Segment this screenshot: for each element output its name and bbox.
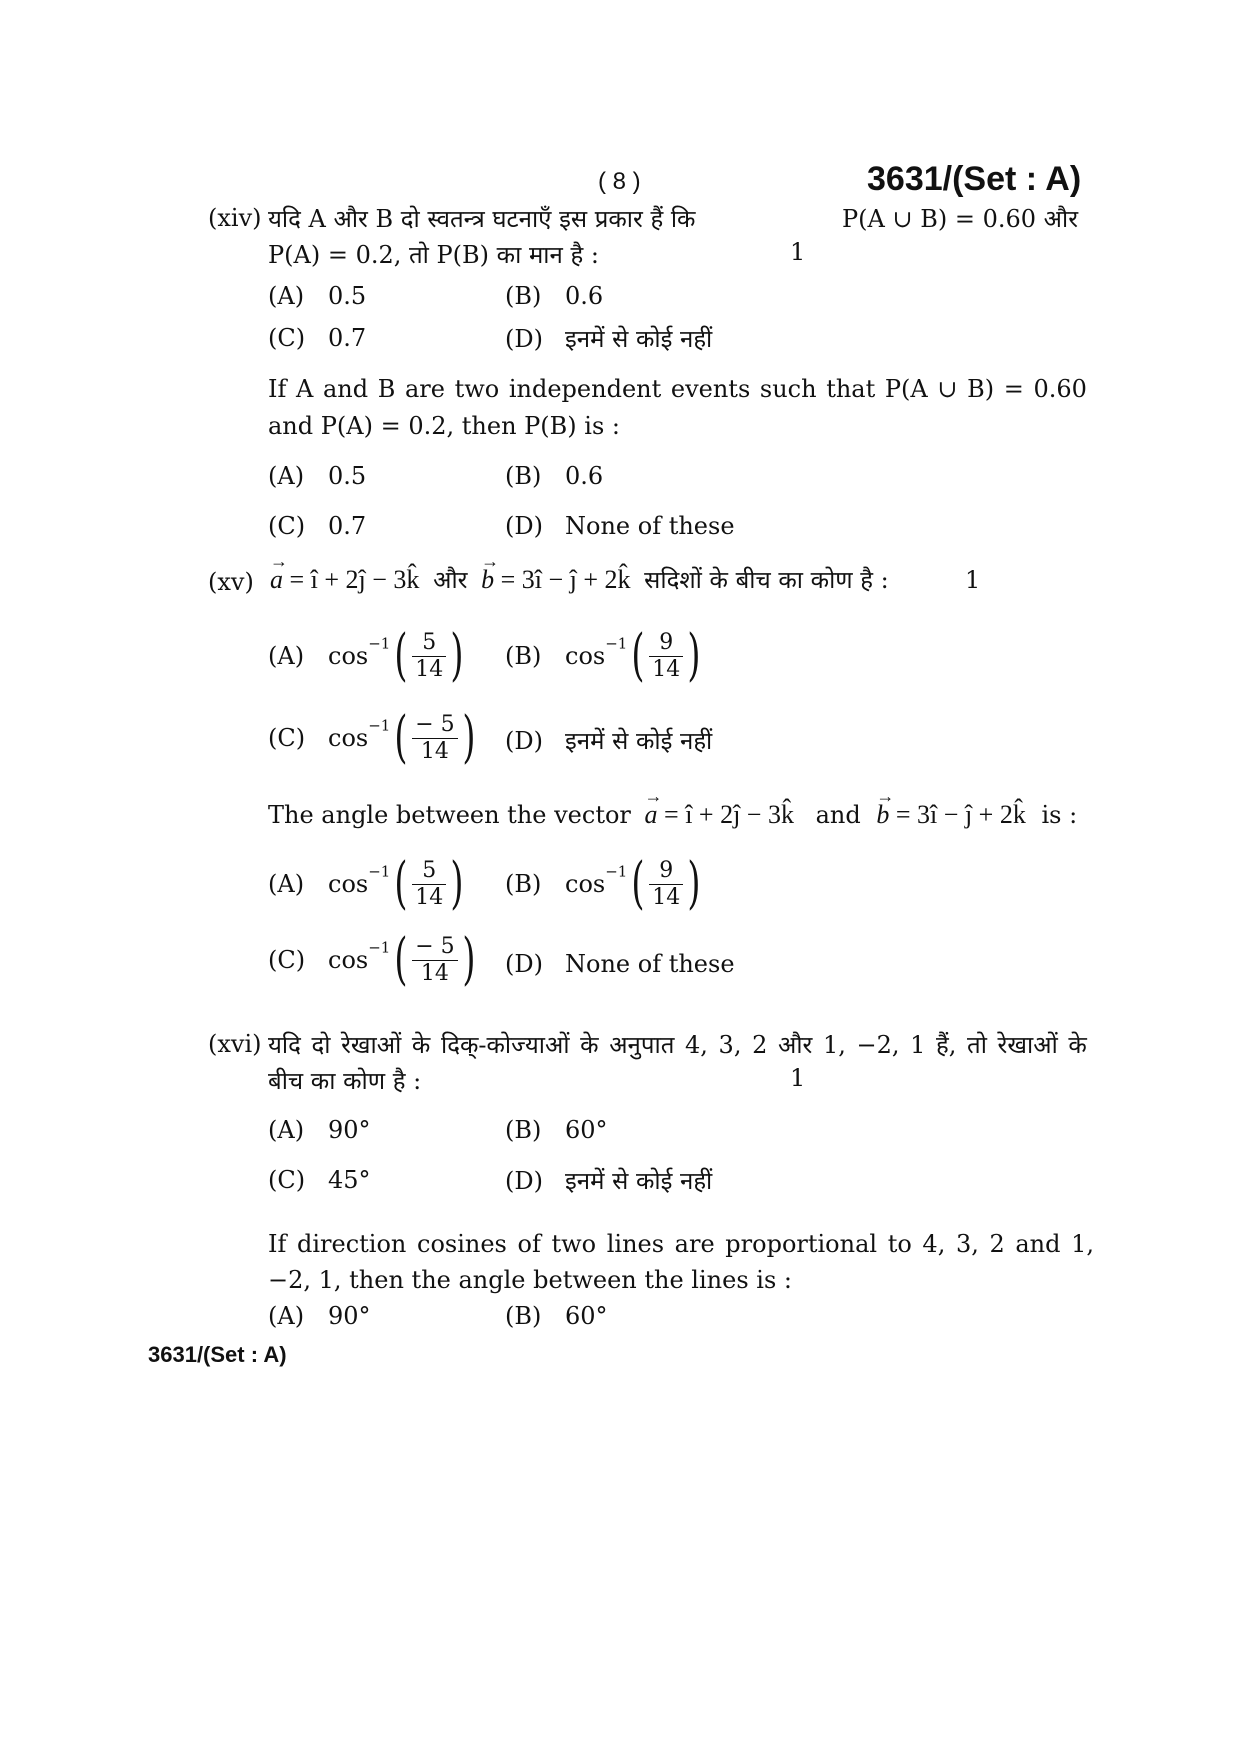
q14-en-option-d: (D) None of these (505, 512, 735, 540)
q14-english-line1: If A and B are two independent events such that P(A ∪ B) = 0.60 (268, 375, 1087, 403)
q14-english-line2: and P(A) = 0.2, then P(B) is : (268, 412, 620, 440)
paper-code-header: 3631/(Set : A) (867, 160, 1082, 198)
q16-hindi-line2: बीच का कोण है : (268, 1067, 422, 1095)
q16-marks: 1 (790, 1064, 806, 1092)
q15-english-stem: The angle between the vector → a = î + 2ĵ − 3k̂ and → b = 3î − ĵ + 2k̂ is : (268, 786, 1078, 829)
q14-hi-option-c: (C) 0.7 (268, 324, 367, 352)
q16-english-line2: −2, 1, then the angle between the lines is : (268, 1266, 792, 1294)
q15-marks: 1 (965, 566, 981, 594)
q14-marks: 1 (790, 238, 806, 266)
paper-code-footer: 3631/(Set : A) (148, 1342, 287, 1367)
q14-hindi-line1: यदि A और B दो स्वतन्त्र घटनाएँ इस प्रकार हैं कि (268, 205, 696, 233)
q15-hi-option-d: (D) इनमें से कोई नहीं (505, 727, 713, 755)
q14-hi-option-b: (B) 0.6 (505, 282, 604, 310)
q15-number: (xv) (208, 568, 254, 596)
q14-en-option-c: (C) 0.7 (268, 512, 367, 540)
q16-hindi-line1: यदि दो रेखाओं के दिक्-कोज्याओं के अनुपात 4, 3, 2 और 1, −2, 1 हैं, तो रेखाओं के (268, 1031, 1087, 1059)
q16-hi-option-b: (B) 60° (505, 1116, 608, 1144)
page-number: ( 8 ) (598, 168, 641, 195)
q14-en-option-b: (B) 0.6 (505, 462, 604, 490)
q15-hi-option-c: (C) $\cos^{-1}$( $\frac{- 5}{14}$ ) (268, 705, 476, 770)
q16-number: (xvi) (208, 1030, 262, 1058)
q14-en-option-a: (A) 0.5 (268, 462, 367, 490)
q14-hindi-line1-right: P(A ∪ B) = 0.60 और (842, 205, 1079, 233)
vector-b: → b (481, 551, 500, 594)
q15-hindi-stem: → a = î + 2ĵ − 3k̂ और → b = 3î − ĵ + 2k̂ सदिशों के बीच का कोण है : (270, 551, 889, 594)
q15-hi-option-a: (A) $\cos^{-1}$( $\frac{5}{14}$ ) (268, 623, 464, 688)
q15-hi-option-b: (B) $\cos^{-1}$( $\frac{9}{14}$ ) (505, 623, 701, 688)
vector-a: → a (270, 551, 288, 594)
q16-en-option-b: (B) 60° (505, 1302, 608, 1330)
q14-hindi-line2: P(A) = 0.2, तो P(B) का मान है : (268, 241, 599, 269)
q15-en-option-a: (A) $\cos^{-1}$( $\frac{5}{14}$ ) (268, 851, 464, 916)
q16-hi-option-d: (D) इनमें से कोई नहीं (505, 1167, 713, 1195)
q14-hi-option-d: (D) इनमें से कोई नहीं (505, 325, 713, 353)
q15-en-option-c: (C) $\cos^{-1}$( $\frac{- 5}{14}$ ) (268, 927, 476, 992)
q16-english-line1: If direction cosines of two lines are proportional to 4, 3, 2 and 1, (268, 1230, 1095, 1258)
q16-en-option-a: (A) 90° (268, 1302, 371, 1330)
q14-hi-option-a: (A) 0.5 (268, 282, 367, 310)
q15-en-option-b: (B) $\cos^{-1}$( $\frac{9}{14}$ ) (505, 851, 701, 916)
q16-hi-option-c: (C) 45° (268, 1166, 371, 1194)
q15-en-option-d: (D) None of these (505, 950, 735, 978)
q14-number: (xiv) (208, 204, 262, 232)
q16-hi-option-a: (A) 90° (268, 1116, 371, 1144)
